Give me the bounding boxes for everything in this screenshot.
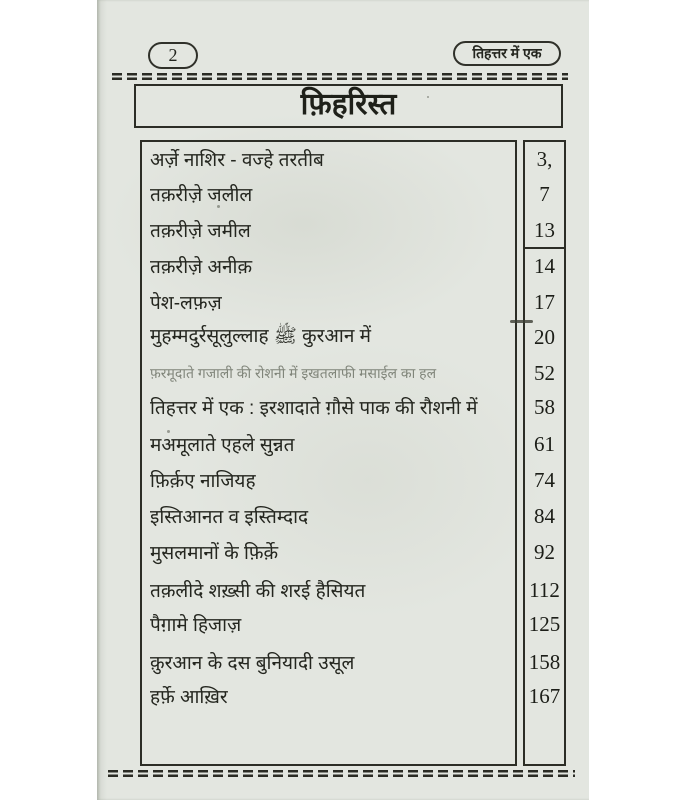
page-number-cell: 17 [534,289,555,314]
toc-entries-box [140,140,517,766]
toc-entry [150,679,511,713]
page-number-text: 2 [168,45,178,65]
toc-entry [150,607,511,641]
toc-entry-label: तक़लीदे शख़्सी की शरई हैसियत [150,581,366,602]
toc-entry [150,177,511,211]
toc-entry-label: तक़रीज़े अनीक़ [150,257,253,278]
toc-entry [150,535,511,569]
toc-entry [150,427,511,461]
toc-entry-label: पैग़ामे हिजाज़ [150,615,242,636]
scan-speck [217,205,220,208]
page-number-cell: 7 [539,181,550,206]
scan-artifact-line [510,320,533,323]
toc-entry-label: तिहत्तर में एक : इरशादाते ग़ौसे पाक की रौशनी में [150,398,478,419]
toc-entry-label: फ़िर्क़ए नाजियह [150,471,256,492]
toc-entry-label: तक़रीज़े जमील [150,221,251,242]
page-number-cell: 74 [534,467,555,492]
toc-entry [150,573,511,607]
toc-entry [150,320,511,354]
toc-entry-label: क़ुरआन के दस बुनियादी उसूल [150,653,355,674]
scanned-book-page [97,0,589,800]
toc-entry-label: फ़रमूदाते गजाली की रोशनी में इखतलाफी मसाईल का हल [150,364,437,381]
page-number-cell: 3, [536,146,553,171]
toc-entry [150,285,511,319]
top-dashed-divider [112,73,568,80]
contents-title-box [134,84,563,128]
page-number-cell: 61 [534,431,555,456]
toc-entry-label: मुसलमानों के फ़िर्क़े [150,543,279,564]
page-number-cell: 158 [528,649,561,674]
toc-entry [150,356,511,390]
page-number-cell: 58 [534,394,555,419]
bottom-dashed-divider [108,770,575,777]
page-number-column [523,140,566,766]
toc-entry-label: अर्ज़े नाशिर - वज्हे तरतीब [150,150,324,171]
toc-entry-label: तक़रीज़े जलील [150,185,253,206]
page-number-cell: 84 [534,503,555,528]
toc-entry [150,249,511,283]
contents-title: फ़िहरिस्त [300,87,397,121]
toc-entry [150,645,511,679]
book-title-badge [453,41,561,66]
page-number-cell: 52 [534,360,555,385]
toc-entry-label: मुहम्मदुर्रसूलुल्लाह ﷺ कुरआन में [150,326,372,347]
page-number-cell: 14 [534,253,555,278]
page-number-badge [148,42,198,69]
toc-entry [150,499,511,533]
page-number-cell: 167 [528,683,561,708]
toc-entry-label: पेश-लफ़ज़ [150,293,222,314]
toc-entry [150,213,511,247]
book-title-text: तिहत्तर में एक [472,45,542,61]
page-number-cell: 112 [529,577,560,602]
toc-entry-label: हर्फ़े आख़िर [150,687,228,708]
page-number-cell: 125 [528,611,561,636]
toc-entry-label: इस्तिआनत व इस्तिम्दाद [150,507,309,528]
page-number-cell: 20 [534,324,555,349]
page-number-cell: 92 [534,539,555,564]
scan-speck [427,96,429,98]
toc-entry-label: मअमूलाते एहले सुन्नत [150,435,295,456]
page-number-cell: 13 [534,217,555,242]
toc-entry [150,463,511,497]
scan-speck [167,430,170,433]
toc-entry [150,390,511,424]
toc-entry [150,142,511,176]
